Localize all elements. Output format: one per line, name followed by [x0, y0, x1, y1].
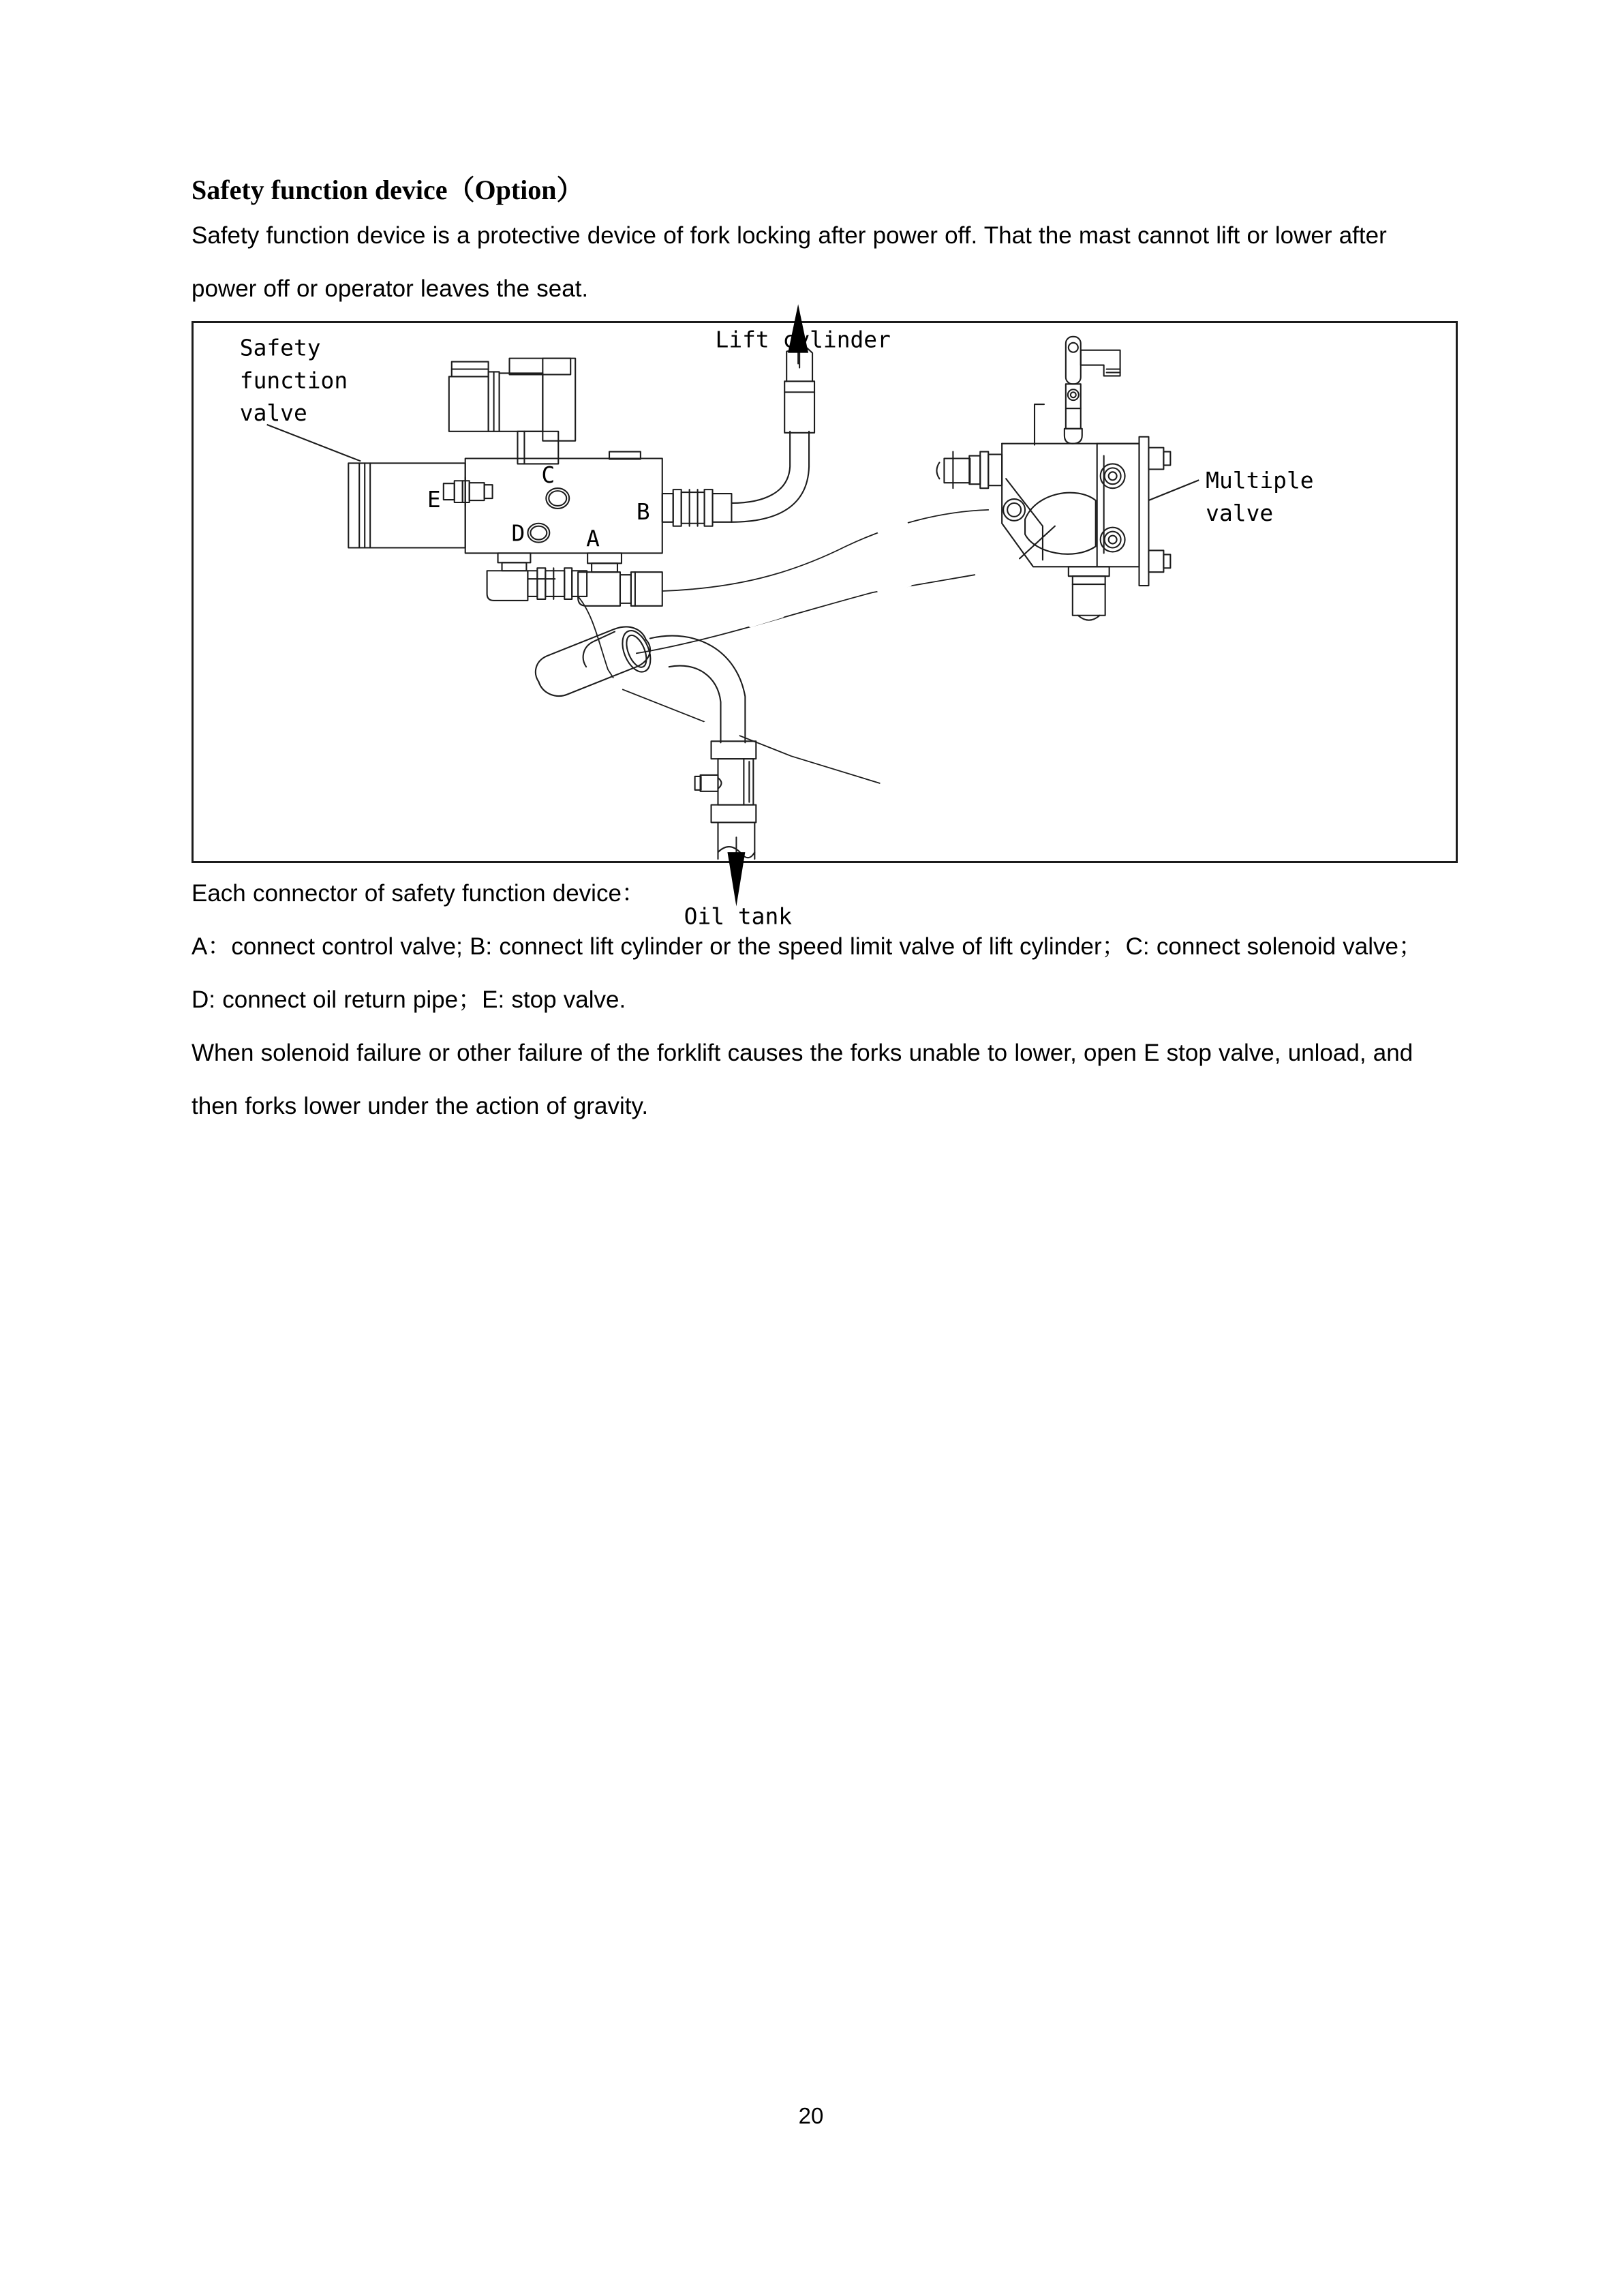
intro-paragraph: Safety function device is a protective device of fork locking after power off. That the mast cannot lift or lower after power off or operator leaves the seat.: [192, 222, 1387, 302]
connector-intro-paragraph: Each connector of safety function device：: [192, 880, 645, 907]
page-content: [192, 174, 1444, 1133]
label-multiple-valve-line1: Multiple: [1206, 468, 1314, 494]
leader-safety-function-valve: [267, 425, 361, 462]
connector-list-paragraph: A：connect control valve; B: connect lift cylinder or the speed limit valve of lift cylinder；C: connect solenoid valve；D: connect oil return pipe；E: stop valve.: [192, 933, 1422, 1013]
figure-explanation-block: [192, 867, 1444, 1133]
port-mark-d: D: [511, 520, 525, 547]
port-mark-a: A: [586, 526, 600, 552]
page-title: Safety function device（Option）: [192, 175, 584, 205]
label-safety-function-valve-line3: valve: [239, 399, 307, 426]
failure-note-paragraph: When solenoid failure or other failure of the forklift causes the forks unable to lower, open E stop valve, unload, and then forks lower under the action of gravity.: [192, 1040, 1413, 1119]
page-number: 20: [798, 2103, 824, 2128]
port-mark-b: B: [636, 498, 650, 525]
label-safety-function-valve-line2: function: [239, 367, 348, 394]
label-multiple-valve-line2: valve: [1206, 500, 1274, 526]
port-mark-e: E: [427, 487, 441, 513]
port-mark-c: C: [541, 462, 555, 489]
label-safety-function-valve-line1: Safety: [239, 335, 321, 361]
leader-multiple-valve: [1148, 480, 1199, 500]
label-lift-cylinder: Lift cylinder: [715, 327, 891, 353]
label-oil-tank: Oil tank: [684, 903, 793, 930]
